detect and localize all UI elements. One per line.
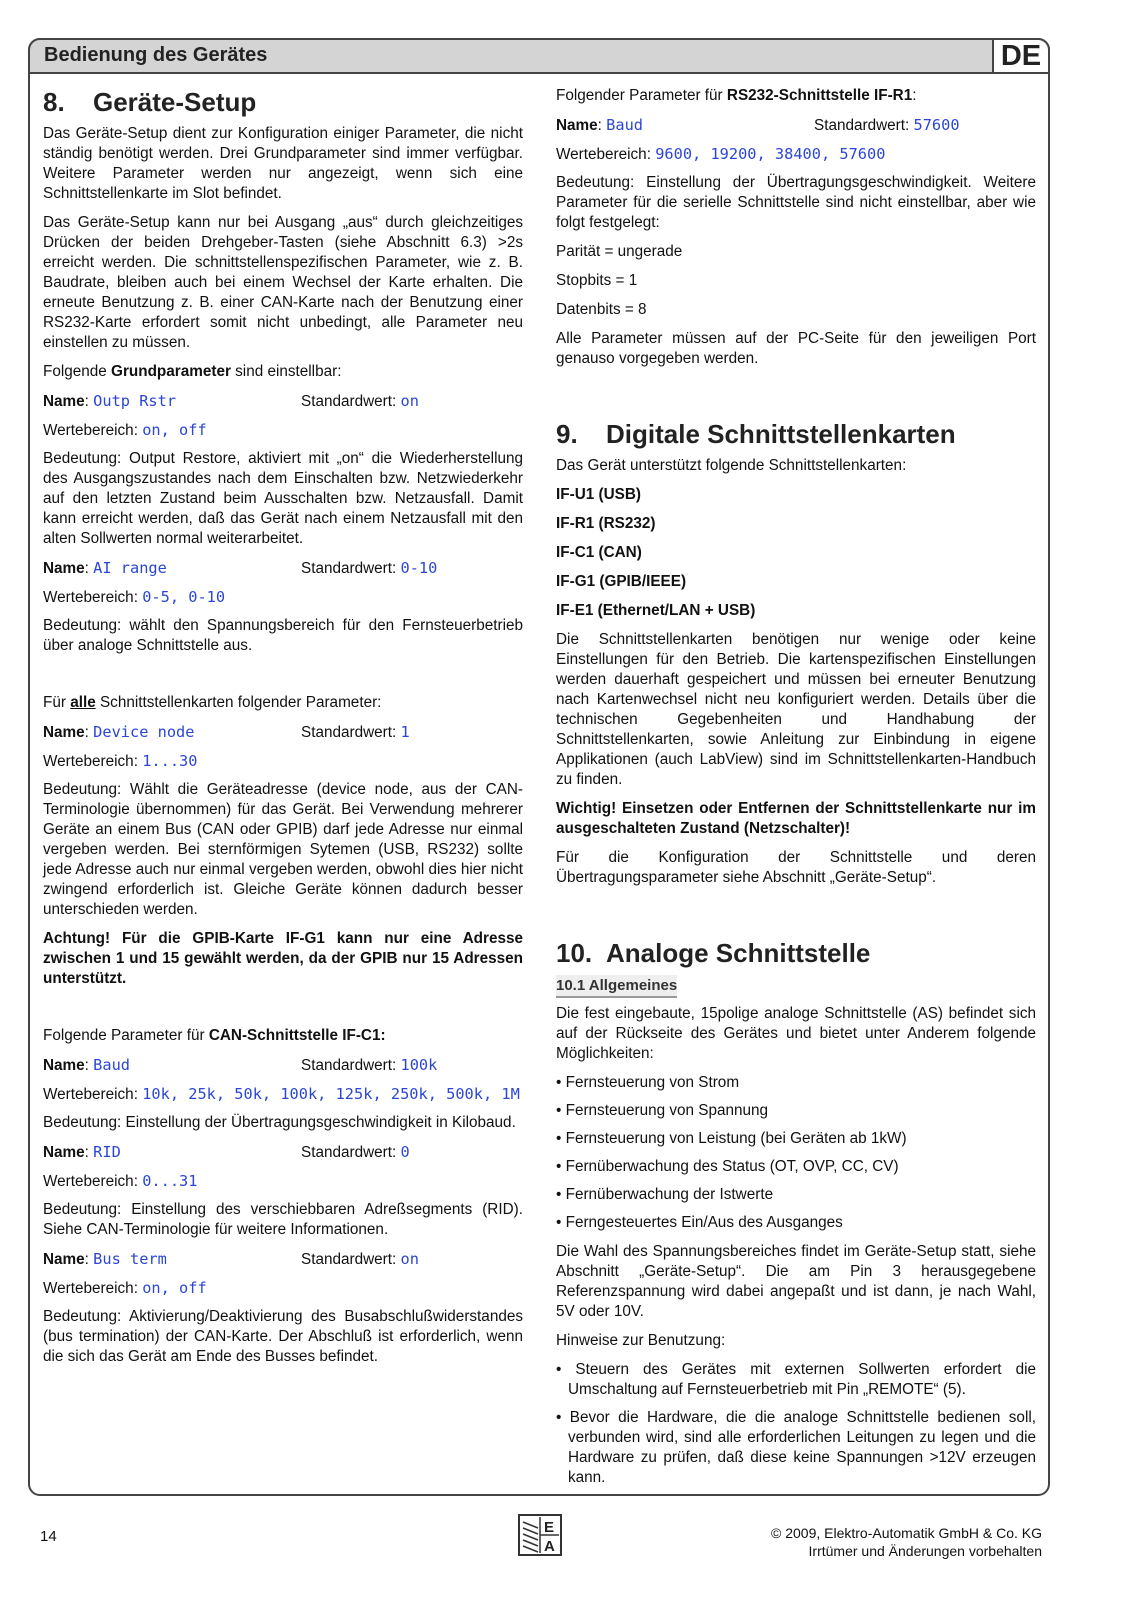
list-item: • Fernsteuerung von Spannung <box>556 1101 1036 1121</box>
param-description: Bedeutung: wählt den Spannungsbereich für den Fernsteuerbetrieb über analoge Schnittstelle aus. <box>43 617 523 654</box>
param-range: Wertebereich: on, off <box>43 421 207 439</box>
feature-list <box>556 1073 1036 1233</box>
paragraph: Das Geräte-Setup kann nur bei Ausgang „aus“ durch gleichzeitiges Drücken der beiden Drehgeber-Tasten (siehe Abschnitt 6.3) >2s erreicht werden. Die schnittstellenspezifischen Parameter, wie z. B. Baudrate, bleiben auch bei einem Wechsel der Karte erhalten. Die erneute Benutzung z. B. einer CAN-Karte nach der Benutzung einer RS232-Karte erfordert somit nicht unbedingt, alle Parameter neu einstellen zu müssen. <box>43 214 523 351</box>
param-row: Name: Baud Standardwert: 57600 <box>556 116 960 134</box>
param-description: Bedeutung: Einstellung des verschiebbaren Adreßsegments (RID). Siehe CAN-Terminologie für weitere Informationen. <box>43 1201 523 1238</box>
right-column <box>556 86 1036 1497</box>
warning-text: Achtung! Für die GPIB-Karte IF-G1 kann nur eine Adresse zwischen 1 und 15 gewählt werden, da der GPIB nur 15 Adressen unterstützt. <box>43 930 523 987</box>
section-10-heading: 10. Analoge Schnittstelle <box>556 938 871 968</box>
list-item: • Fernüberwachung des Status (OT, OVP, CC, CV) <box>556 1157 1036 1177</box>
param-description: Bedeutung: Output Restore, aktiviert mit „on“ die Wiederherstellung des Ausgangszustandes nach dem Einschalten bzw. Netzwiederkehr auf den letzten Zustand beim Ausschalten bzw. Netzausfall. Damit kann erreicht werden, daß das Gerät nach einem Netzausfall mit den alten Sollwerten normal weiterarbeitet. <box>43 450 523 547</box>
paragraph: Folgende Grundparameter sind einstellbar: <box>43 363 342 380</box>
paragraph: Alle Parameter müssen auf der PC-Seite für den jeweiligen Port genauso vorgegeben werden. <box>556 330 1036 367</box>
list-item: • Fernsteuerung von Leistung (bei Geräten ab 1kW) <box>556 1129 1036 1149</box>
copyright: © 2009, Elektro-Automatik GmbH & Co. KG Irrtümer und Änderungen vorbehalten <box>771 1525 1042 1559</box>
svg-text:E: E <box>544 1519 555 1536</box>
svg-text:A: A <box>544 1538 555 1554</box>
page-number: 14 <box>40 1528 57 1545</box>
paragraph: Hinweise zur Benutzung: <box>556 1332 726 1349</box>
param-range: Wertebereich: 0...31 <box>43 1172 198 1190</box>
section-9-heading: 9. Digitale Schnittstellenkarten <box>556 419 956 449</box>
setting-line: Stopbits = 1 <box>556 272 638 289</box>
header-title: Bedienung des Gerätes <box>44 44 268 66</box>
param-range: Wertebereich: 1...30 <box>43 752 198 770</box>
param-description: Bedeutung: Aktivierung/Deaktivierung des Busabschlußwiderstandes (bus termination) der CAN-Karte. Der Abschluß ist erforderlich, wenn die sich das Gerät am Ende des Busses befindet. <box>43 1308 523 1365</box>
language-badge: DE <box>992 38 1050 74</box>
param-row: Name: RID Standardwert: 0 <box>43 1143 410 1161</box>
setting-line: Parität = ungerade <box>556 243 683 260</box>
card-item: IF-R1 (RS232) <box>556 515 656 532</box>
list-item: • Steuern des Gerätes mit externen Sollwerten erfordert die Umschaltung auf Fernsteuerbetrieb mit Pin „REMOTE“ (5). <box>556 1360 1036 1400</box>
left-column <box>43 86 523 1376</box>
param-range: Wertebereich: 10k, 25k, 50k, 100k, 125k, 250k, 500k, 1M <box>43 1085 520 1103</box>
paragraph: Die Wahl des Spannungsbereiches findet im Geräte-Setup statt, siehe Abschnitt „Geräte-Setup“. Die am Pin 3 herausgegebene Referenzspannung wird dabei angepaßt und ist dann, je nach Wahl, 5V oder 10V. <box>556 1243 1036 1320</box>
param-range: Wertebereich: 0-5, 0-10 <box>43 588 226 606</box>
paragraph: Das Gerät unterstützt folgende Schnittstellenkarten: <box>556 457 907 474</box>
param-row: Name: AI range Standardwert: 0-10 <box>43 559 438 577</box>
param-range: Wertebereich: on, off <box>43 1279 207 1297</box>
section-8-heading: 8. Geräte-Setup <box>43 87 257 117</box>
list-item: • Bevor die Hardware, die die analoge Schnittstelle bedienen soll, verbunden wird, sind alle erforderlichen Leitungen zu legen und die Hardware zu prüfen, daß diese keine Spannungen >12V erzeugen kann. <box>556 1408 1036 1488</box>
list-item: • Fernüberwachung der Istwerte <box>556 1185 1036 1205</box>
param-description: Bedeutung: Einstellung der Übertragungsgeschwindigkeit in Kilobaud. <box>43 1114 516 1131</box>
list-item: • Ferngesteuertes Ein/Aus des Ausganges <box>556 1213 1036 1233</box>
paragraph: Für alle Schnittstellenkarten folgender Parameter: <box>43 694 382 711</box>
card-item: IF-U1 (USB) <box>556 486 641 503</box>
paragraph: Für die Konfiguration der Schnittstelle und deren Übertragungsparameter siehe Abschnitt „Geräte-Setup“. <box>556 849 1036 886</box>
subsection-10-1-heading: 10.1 Allgemeines <box>556 975 677 998</box>
card-item: IF-C1 (CAN) <box>556 544 642 561</box>
paragraph: Das Geräte-Setup dient zur Konfiguration einiger Parameter, die nicht ständig benötigt werden. Drei Grundparameter sind immer verfügbar. Weitere Parameter werden nur angezeigt, wenn sich eine Schnittstellenkarte im Slot befindet. <box>43 125 523 202</box>
card-item: IF-G1 (GPIB/IEEE) <box>556 573 687 590</box>
paragraph: Folgende Parameter für CAN-Schnittstelle IF-C1: <box>43 1027 386 1044</box>
param-row: Name: Outp Rstr Standardwert: on <box>43 392 419 410</box>
param-row: Name: Device node Standardwert: 1 <box>43 723 410 741</box>
ea-logo-icon <box>518 1514 562 1556</box>
warning-text: Wichtig! Einsetzen oder Entfernen der Schnittstellenkarte nur im ausgeschalteten Zustand (Netzschalter)! <box>556 800 1036 837</box>
notes-list <box>556 1360 1036 1488</box>
param-range: Wertebereich: 9600, 19200, 38400, 57600 <box>556 145 886 163</box>
param-description: Bedeutung: Wählt die Geräteadresse (device node, aus der CAN-Terminologie übernommen) für das Gerät. Bei Verwendung mehrerer Geräte an einem Bus (CAN oder GPIB) darf jede Adresse nur einmal vergeben werden. Bei sternförmigen Sytemen (USB, RS232) sollte jede Adresse auch nur einmal vergeben werden, obwohl dies hier nicht zwingend erforderlich ist. Gleiche Geräte können dadurch besser unterschieden werden. <box>43 781 523 918</box>
paragraph: Folgender Parameter für RS232-Schnittstelle IF-R1: <box>556 87 917 104</box>
setting-line: Datenbits = 8 <box>556 301 647 318</box>
paragraph: Die fest eingebaute, 15polige analoge Schnittstelle (AS) befindet sich auf der Rückseite des Gerätes und bietet unter Anderem folgende Möglichkeiten: <box>556 1005 1036 1062</box>
paragraph: Die Schnittstellenkarten benötigen nur wenige oder keine Einstellungen für den Betrieb. Die kartenspezifischen Einstellungen werden dauerhaft gespeichert und müssen bei erneuter Benutzung nach Kartenwechsel nicht neu konfiguriert werden. Details über die technischen Gegebenheiten und Handhabung der Schnittstellenkarten, sowie Anleitung zur Einbindung in eigene Applikationen (auch LabView) sind im Schnittstellenkarten-Handbuch zu finden. <box>556 631 1036 788</box>
param-row: Name: Baud Standardwert: 100k <box>43 1056 438 1074</box>
page-header <box>28 38 1050 74</box>
param-row: Name: Bus term Standardwert: on <box>43 1250 419 1268</box>
list-item: • Fernsteuerung von Strom <box>556 1073 1036 1093</box>
card-item: IF-E1 (Ethernet/LAN + USB) <box>556 602 756 619</box>
param-description: Bedeutung: Einstellung der Übertragungsgeschwindigkeit. Weitere Parameter für die serielle Schnittstelle sind nicht einstellbar, aber wie folgt festgelegt: <box>556 174 1036 231</box>
